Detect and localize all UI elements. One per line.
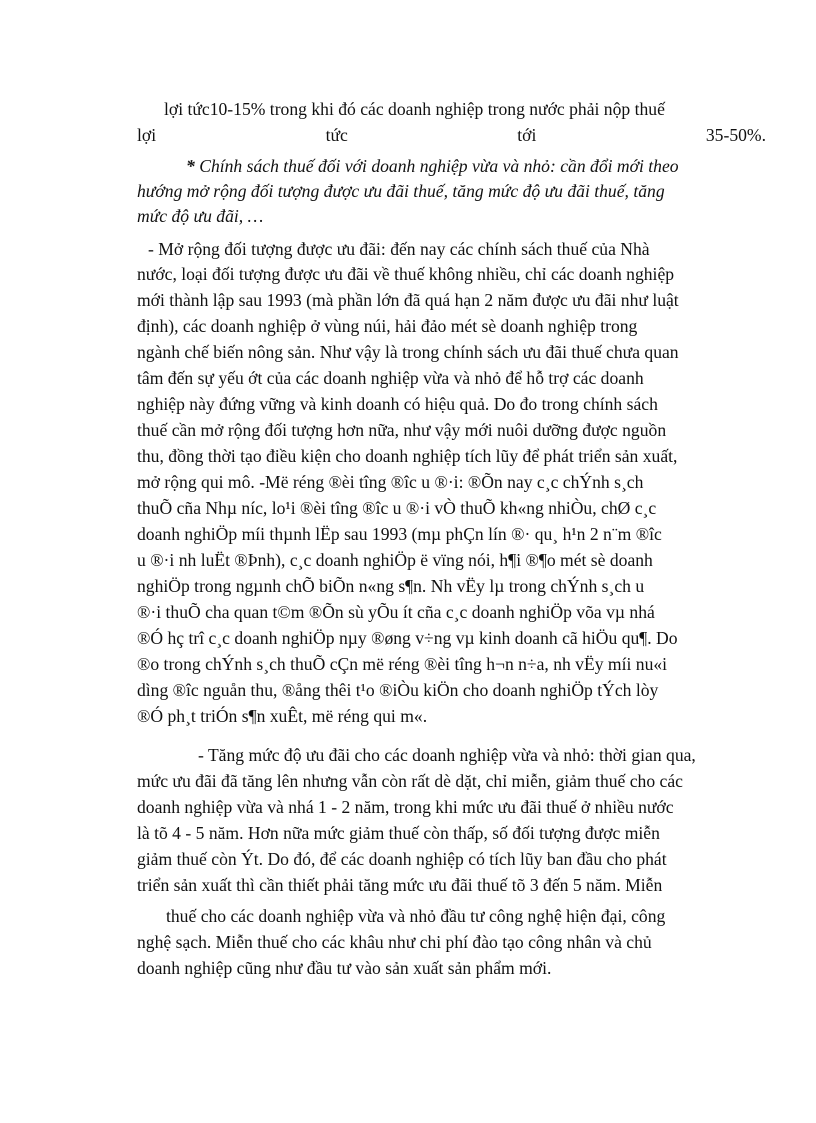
text-line: nghiệp này đứng vững và kinh doanh có hiệu quả. Do đo trong chính sách xyxy=(137,394,658,414)
text-line: nghệ sạch. Miễn thuế cho các khâu như chi phí đào tạo công nhân và chủ xyxy=(137,932,652,952)
text-line: tâm đến sự yếu ớt của các doanh nghiệp vừa và nhỏ để hỗ trợ các doanh xyxy=(137,368,644,388)
text-line: giảm thuế còn Ýt. Do đó, để các doanh nghiệp có tích lũy ban đầu cho phát xyxy=(137,849,667,869)
text-line: mở rộng qui mô. -Më réng ®èi tîng ®îc u ®·i: ®Õn nay c¸c chÝnh s¸ch xyxy=(137,472,644,492)
text-line: doanh nghiÖp míi thµnh lËp sau 1993 (mµ phÇn lín ®· qu¸ h¹n 2 n¨m ®îc xyxy=(137,524,662,544)
text-line: thu, đồng thời tạo điều kiện cho doanh nghiệp tích lũy để phát triển sản xuất, xyxy=(137,446,678,466)
text-line-justified xyxy=(137,123,766,147)
word: 35-50%. xyxy=(705,125,766,145)
text-line: - Tăng mức độ ưu đãi cho các doanh nghiệp vừa và nhỏ: thời gian qua, xyxy=(198,745,696,765)
text-line: ®o trong chÝnh s¸ch thuÕ cÇn më réng ®èi tîng h¬n n÷a, nh vËy míi nu«i xyxy=(137,654,668,674)
text-line: nước, loại đối tượng được ưu đãi về thuế không nhiều, chỉ các doanh nghiệp xyxy=(137,264,675,284)
text-line: triển sản xuất thì cần thiết phải tăng mức ưu đãi thuế tõ 3 đến 5 năm. Miễn xyxy=(137,875,663,895)
line-text: Chính sách thuế đối với doanh nghiệp vừa và nhỏ: cần đổi mới theo xyxy=(199,156,679,176)
word: lợi xyxy=(137,125,157,145)
text-line: u ®·i nh luËt ®Þnh), c¸c doanh nghiÖp ë vïng nói, h¶i ®¶o mét sè doanh xyxy=(137,550,653,570)
text-line: doanh nghiệp vừa và nhá 1 - 2 năm, trong khi mức ưu đãi thuế ở nhiều nước xyxy=(137,797,674,817)
text-line: dìng ®îc nguån thu, ®ång thêi t¹o ®iÒu kiÖn cho doanh nghiÖp tÝch lòy xyxy=(137,680,659,700)
bullet-star: * xyxy=(186,156,195,176)
text-line: mức ưu đãi đã tăng lên nhưng vẫn còn rất dè dặt, chỉ miễn, giảm thuế cho các xyxy=(137,771,683,791)
word: tức xyxy=(325,125,348,145)
text-line: ngành chế biến nông sản. Như vậy là trong chính sách ưu đãi thuế chưa quan xyxy=(137,342,679,362)
text-line: mới thành lập sau 1993 (mà phần lớn đã quá hạn 2 năm được ưu đãi như luật xyxy=(137,290,679,310)
text-line xyxy=(186,154,766,178)
text-line: ®Ó ph¸t triÓn s¶n xuÊt, më réng qui m«. xyxy=(137,706,428,726)
word: tới xyxy=(517,125,537,145)
text-line: nghiÖp trong ngµnh chÕ biÕn n«ng s¶n. Nh vËy lµ trong chÝnh s¸ch u xyxy=(137,576,645,596)
text-line: hướng mở rộng đối tượng được ưu đãi thuế, tăng mức độ ưu đãi thuế, tăng xyxy=(137,181,665,201)
text-line: định), các doanh nghiệp ở vùng núi, hải đảo mét sè doanh nghiệp trong xyxy=(137,316,638,336)
text-line: thuÕ cña Nhµ níc, lo¹i ®èi tîng ®îc u ®·i vÒ thuÕ kh«ng nhiÒu, chØ c¸c xyxy=(137,498,657,518)
text-line: - Mở rộng đối tượng được ưu đãi: đến nay các chính sách thuế của Nhà xyxy=(148,239,650,259)
text-line: là tõ 4 - 5 năm. Hơn nữa mức giảm thuế còn thấp, số đối tượng được miễn xyxy=(137,823,660,843)
text-line: lợi tức10-15% trong khi đó các doanh nghiệp trong nước phải nộp thuế xyxy=(164,99,665,119)
text-line: thuế cho các doanh nghiệp vừa và nhỏ đầu tư công nghệ hiện đại, công xyxy=(166,906,666,926)
text-line: ®·i thuÕ cha quan t©m ®Õn sù yÕu ít cña c¸c doanh nghiÖp võa vµ nhá xyxy=(137,602,655,622)
text-line: ®Ó hç trî c¸c doanh nghiÖp nµy ®øng v÷ng vµ kinh doanh cã hiÖu qu¶. Do xyxy=(137,628,678,648)
text-line: mức độ ưu đãi, … xyxy=(137,206,264,226)
text-line: doanh nghiệp cũng như đầu tư vào sản xuất sản phẩm mới. xyxy=(137,958,552,978)
text-line: thuế cần mở rộng đối tượng hơn nữa, như vậy mới nuôi dưỡng được nguồn xyxy=(137,420,667,440)
